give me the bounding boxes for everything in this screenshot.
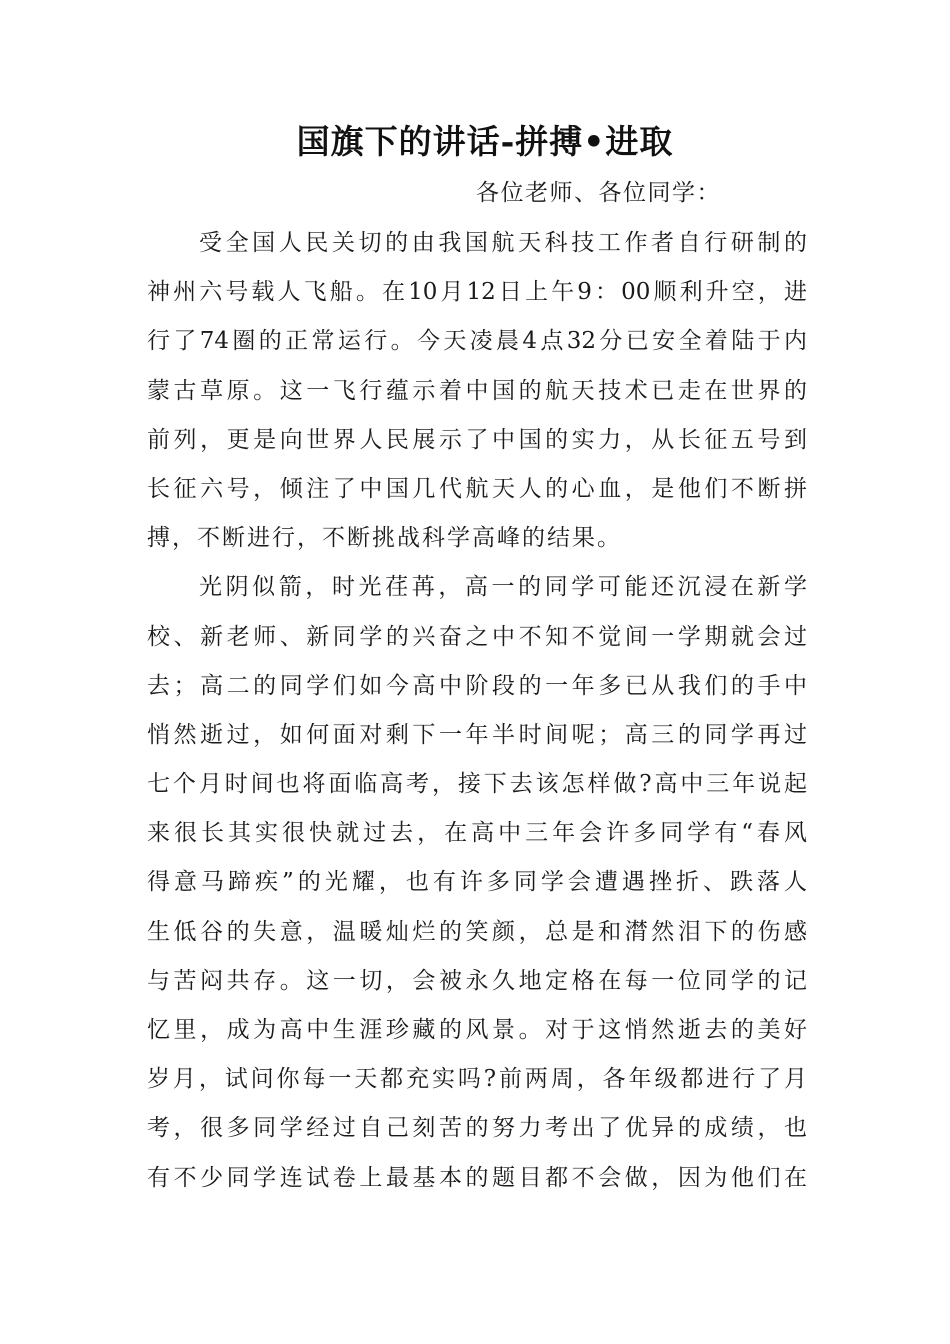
paragraph-line: 来很长其实很快就过去，在高中三年会许多同学有“春风	[147, 820, 807, 847]
greeting: 各位老师、各位同学：	[476, 180, 721, 206]
document-body	[147, 225, 807, 1209]
paragraph-line: 七个月时间也将面临高考，接下去该怎样做?高中三年说起	[147, 771, 807, 798]
paragraph-line: 神州六号载人飞船。在10月12日上午9：00顺利升空，进	[147, 279, 807, 306]
paragraph-line: 有不少同学连试卷上最基本的题目都不会做，因为他们在	[147, 1164, 807, 1191]
paragraph-line: 行了74圈的正常运行。今天凌晨4点32分已安全着陆于内	[147, 328, 807, 355]
paragraph-line: 岁月，试问你每一天都充实吗?前两周，各年级都进行了月	[147, 1066, 807, 1093]
paragraph-line: 校、新老师、新同学的兴奋之中不知不觉间一学期就会过	[147, 623, 807, 650]
paragraph-line: 去；高二的同学们如今高中阶段的一年多已从我们的手中	[147, 672, 807, 699]
paragraph-line: 得意马蹄疾”的光耀，也有许多同学会遭遇挫折、跌落人	[147, 869, 807, 896]
paragraph-line: 与苦闷共存。这一切，会被永久地定格在每一位同学的记	[147, 967, 807, 994]
paragraph-line: 搏，不断进行，不断挑战科学高峰的结果。	[147, 525, 622, 552]
paragraph-line: 长征六号，倾注了中国几代航天人的心血，是他们不断拼	[147, 475, 807, 502]
paragraph-line: 光阴似箭，时光荏苒，高一的同学可能还沉浸在新学	[199, 574, 807, 601]
paragraph-line: 蒙古草原。这一飞行蕴示着中国的航天技术已走在世界的	[147, 377, 807, 404]
paragraph-line: 悄然逝过，如何面对剩下一年半时间呢；高三的同学再过	[147, 721, 807, 748]
page-title: 国旗下的讲话-拼搏•进取	[296, 122, 674, 161]
paragraph-line: 前列，更是向世界人民展示了中国的实力，从长征五号到	[147, 426, 807, 453]
paragraph-line: 生低谷的失意，温暖灿烂的笑颜，总是和潸然泪下的伤感	[147, 918, 807, 945]
paragraph-line: 考，很多同学经过自己刻苦的努力考出了优异的成绩，也	[147, 1115, 807, 1142]
paragraph-line: 受全国人民关切的由我国航天科技工作者自行研制的	[199, 230, 807, 256]
paragraph-line: 忆里，成为高中生涯珍藏的风景。对于这悄然逝去的美好	[147, 1017, 807, 1043]
